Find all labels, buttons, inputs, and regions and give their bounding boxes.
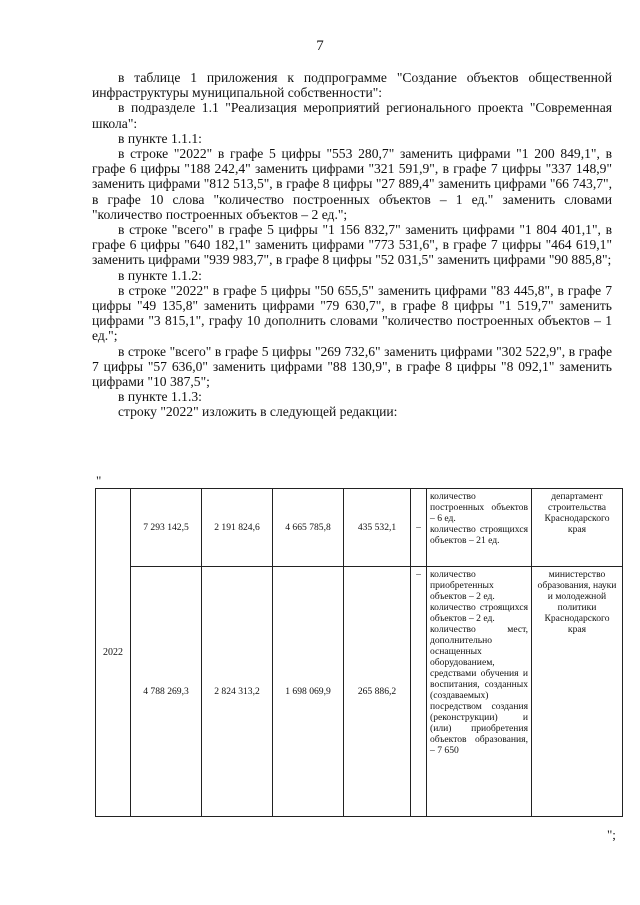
- paragraph: строку "2022" изложить в следующей редакции:: [118, 404, 398, 420]
- paragraph: в таблице 1 приложения к подпрограмме "Создание объектов общественной инфраструктуры муниципальной собственности":: [92, 70, 612, 101]
- result-line: количество мест, дополнительно оснащенных оборудованием, средствами обучения и воспитания, созданных (создаваемых) посредством создания (реконструкции) и (или) приобретения объектов образования, – 7 650: [430, 624, 528, 756]
- federal-cell: 4 665 785,8: [273, 489, 344, 567]
- paragraph: в строке "2022" в графе 5 цифры "50 655,5" заменить цифрами "83 445,8", в графе 7 цифры "49 135,8" заменить цифрами "79 630,7", в графе 8 цифры "1 519,7" заменить цифрами "3 815,1", графу 10 дополнить словами "количество построенных объектов – 1 ед.";: [92, 282, 612, 344]
- year-cell: 2022: [96, 489, 131, 817]
- regional-cell: 2 824 313,2: [202, 567, 273, 817]
- paragraph: в пункте 1.1.2:: [118, 267, 202, 283]
- total-cell: 4 788 269,3: [131, 567, 202, 817]
- dash-cell: –: [411, 567, 427, 817]
- result-line: количество строящихся объектов – 21 ед.: [430, 524, 528, 546]
- closing-quote: ";: [607, 827, 616, 842]
- table-row: [96, 567, 623, 817]
- paragraph: в строке "всего" в графе 5 цифры "269 732,6" заменить цифрами "302 522,9", в графе 7 цифры "57 636,0" заменить цифрами "88 130,9", в графе 8 цифры "8 092,1" заменить цифрами "10 387,5";: [92, 343, 612, 390]
- paragraph: в строке "2022" в графе 5 цифры "553 280,7" заменить цифрами "1 200 849,1", в графе 6 цифры "188 242,4" заменить цифрами "321 591,9", в графе 7 цифры "337 148,9" заменить цифрами "812 513,5", в графе 8 цифры "27 889,4" заменить цифрами "66 743,7", в графе 10 слова "количество построенных объектов – 1 ед." заменить словами "количество построенных объектов – 2 ед.";: [92, 146, 612, 222]
- dash-cell: –: [411, 489, 427, 567]
- result-cell: [427, 489, 532, 567]
- paragraph: в подразделе 1.1 "Реализация мероприятий регионального проекта "Современная школа":: [92, 100, 612, 131]
- page-number: 7: [316, 38, 324, 54]
- regional-cell: 2 191 824,6: [202, 489, 273, 567]
- paragraph: в пункте 1.1.3:: [118, 389, 202, 405]
- result-line: количество строящихся объектов – 2 ед.: [430, 602, 528, 624]
- table-row: [96, 489, 623, 567]
- local-cell: 435 532,1: [344, 489, 411, 567]
- total-cell: 7 293 142,5: [131, 489, 202, 567]
- paragraph: в пункте 1.1.1:: [118, 130, 202, 146]
- paragraph: в строке "всего" в графе 5 цифры "1 156 832,7" заменить цифрами "1 804 401,1", в графе 6 цифры "640 182,1" заменить цифрами "773 531,6", в графе 7 цифры "464 619,1" заменить цифрами "939 983,7", в графе 8 цифры "52 031,5" заменить цифрами "90 885,8";: [92, 222, 612, 268]
- result-line: количество построенных объектов – 6 ед.: [430, 491, 528, 524]
- amendment-table: [95, 488, 623, 817]
- federal-cell: 1 698 069,9: [273, 567, 344, 817]
- executor-cell: министерство образования, науки и молодежной политики Краснодарского края: [532, 567, 623, 817]
- executor-cell: департамент строительства Краснодарского края: [532, 489, 623, 567]
- opening-quote: ": [96, 473, 102, 488]
- result-cell: [427, 567, 532, 817]
- local-cell: 265 886,2: [344, 567, 411, 817]
- result-line: количество приобретенных объектов – 2 ед.: [430, 569, 495, 602]
- amendment-text: [92, 70, 612, 420]
